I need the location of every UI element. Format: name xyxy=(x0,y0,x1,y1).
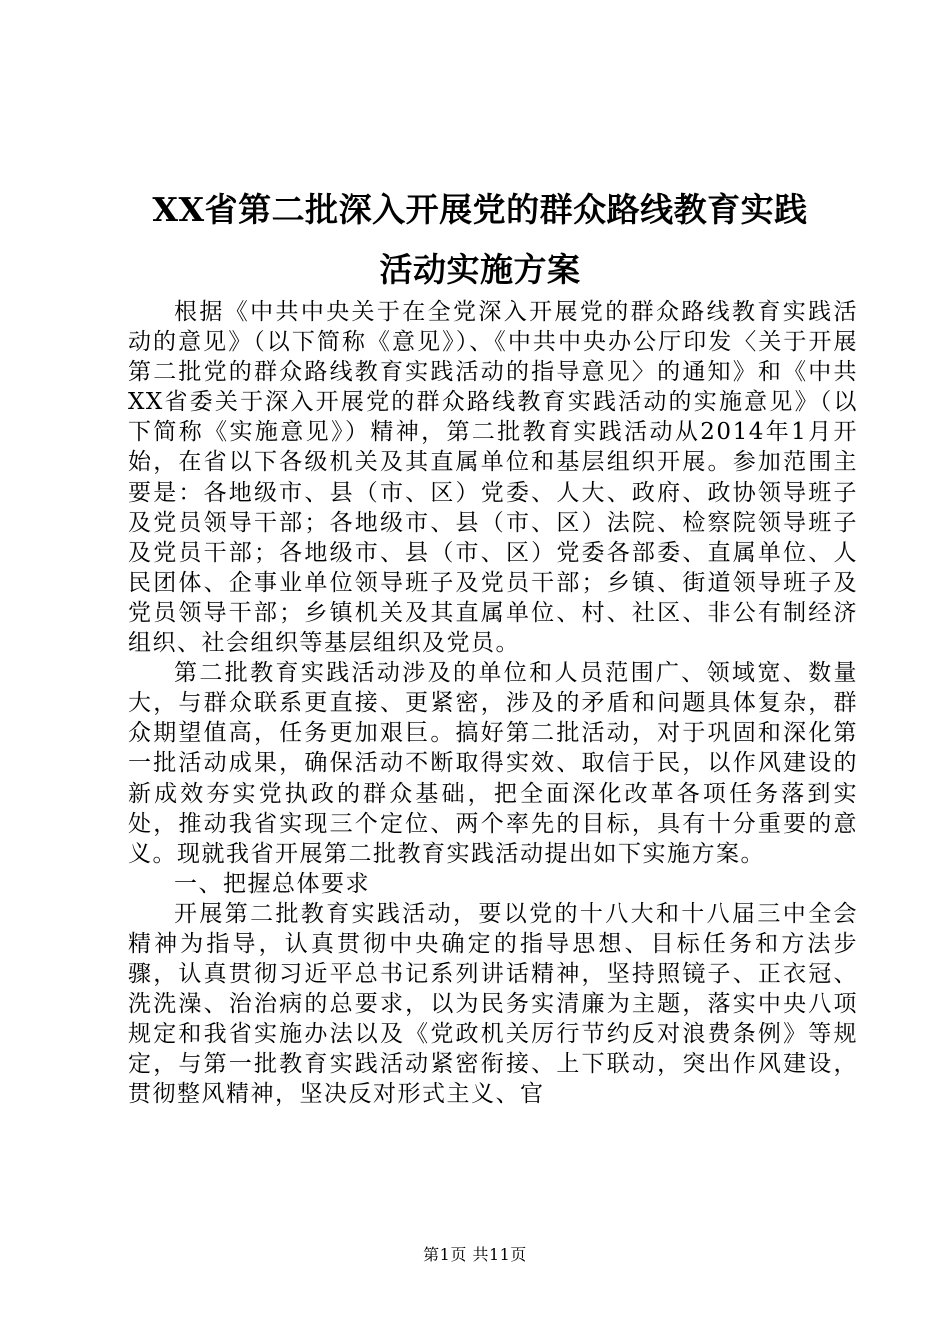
document-body xyxy=(128,297,858,1110)
document-title-line-2: 活动实施方案 xyxy=(379,250,581,289)
page-number-footer: 第1页 共11页 xyxy=(423,1245,527,1264)
paragraph-requirements: 开展第二批教育实践活动，要以党的十八大和十八届三中全会精神为指导，认真贯彻中央确定的指导思想、目标任务和方法步骤，认真贯彻习近平总书记系列讲话精神，坚持照镜子、正衣冠、洗洗澡、治治病的总要求，以为民务实清廉为主题，落实中央八项规定和我省实施办法以及《党政机关厉行节约反对浪费条例》等规定，与第一批教育实践活动紧密衔接、上下联动，突出作风建设，贯彻整风精神，坚决反对形式主义、官 xyxy=(128,900,858,1108)
paragraph-significance: 第二批教育实践活动涉及的单位和人员范围广、领域宽、数量大，与群众联系更直接、更紧密，涉及的矛盾和问题具体复杂，群众期望值高，任务更加艰巨。搞好第二批活动，对于巩固和深化第一批活动成果，确保活动不断取得实效、取信于民，以作风建设的新成效夯实党执政的群众基础，把全面深化改革各项任务落到实处，推动我省实现三个定位、两个率先的目标，具有十分重要的意义。现就我省开展第二批教育实践活动提出如下实施方案。 xyxy=(128,660,858,867)
paragraph-scope: 根据《中共中央关于在全党深入开展党的群众路线教育实践活动的意见》（以下简称《意见》）、《中共中央办公厅印发〈关于开展第二批党的群众路线教育实践活动的指导意见〉的通知》和《中共XX省委关于深入开展党的群众路线教育实践活动的实施意见》（以下简称《实施意见》）精神，第二批教育实践活动从2014年1月开始，在省以下各级机关及其直属单位和基层组织开展。参加范围主要是：各地级市、县（市、区）党委、人大、政府、政协领导班子及党员领导干部；各地级市、县（市、区）法院、检察院领导班子及党员干部；各地级市、县（市、区）党委各部委、直属单位、人民团体、企事业单位领导班子及党员干部；乡镇、街道领导班子及党员领导干部；乡镇机关及其直属单位、村、社区、非公有制经济组织、社会组织等基层组织及党员。 xyxy=(128,299,858,657)
section-heading-1: 一、把握总体要求 xyxy=(174,870,370,897)
document-title-line-1: XX省第二批深入开展党的群众路线教育实践 xyxy=(152,190,808,229)
